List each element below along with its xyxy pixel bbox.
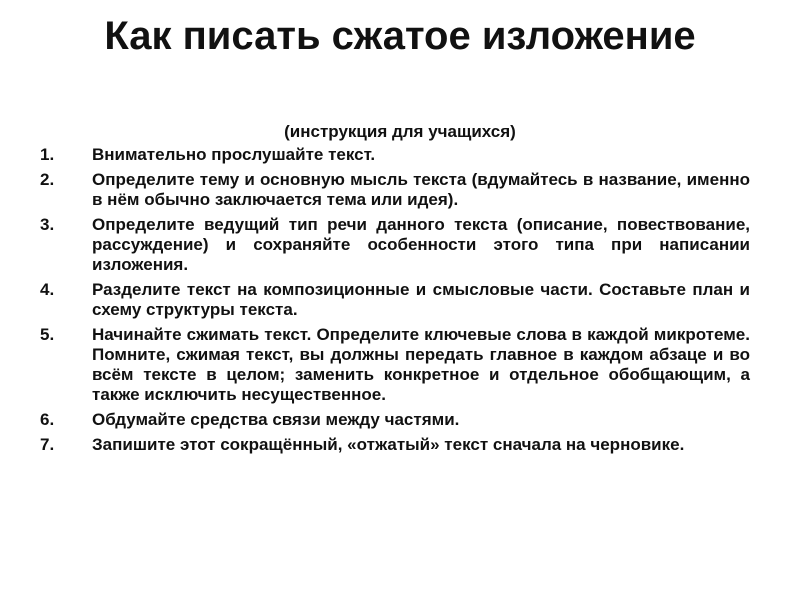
list-item (40, 325, 750, 405)
list-item-text: Внимательно прослушайте текст. (92, 145, 376, 164)
list-item-number: 4. (40, 280, 55, 299)
instruction-list (40, 145, 750, 460)
list-item-text: Определите ведущий тип речи данного текста (описание, повествование, рассуждение) и сохраняйте особенности этого типа при написании изложения. (92, 215, 750, 274)
list-item (40, 170, 750, 210)
list-item (40, 280, 750, 320)
slide-title: Как писать сжатое изложение (104, 14, 696, 58)
list-item-number: 1. (40, 145, 55, 164)
list-item-number: 7. (40, 435, 55, 454)
list-item (40, 410, 750, 430)
list-item-text: Обдумайте средства связи между частями. (92, 410, 460, 429)
list-item-number: 6. (40, 410, 55, 429)
list-item-text: Определите тему и основную мысль текста (вдумайтесь в название, именно в нём обычно заключается тема или идея). (92, 170, 750, 209)
list-item (40, 215, 750, 275)
slide-subtitle: (инструкция для учащихся) (284, 122, 516, 141)
list-item-number: 5. (40, 325, 55, 344)
list-item-text: Начинайте сжимать текст. Определите ключевые слова в каждой микротеме. Помните, сжимая текст, вы должны передать главное в каждом абзаце и во всём тексте в целом; заменить конкретное и отдельное обобщающим, а также исключить несущественное. (92, 325, 750, 404)
list-item-number: 3. (40, 215, 55, 234)
list-item (40, 145, 750, 165)
list-item-number: 2. (40, 170, 55, 189)
list-item (40, 435, 750, 455)
list-item-text: Разделите текст на композиционные и смысловые части. Составьте план и схему структуры текста. (92, 280, 750, 319)
list-item-text: Запишите этот сокращённый, «отжатый» текст сначала на черновике. (92, 435, 685, 454)
